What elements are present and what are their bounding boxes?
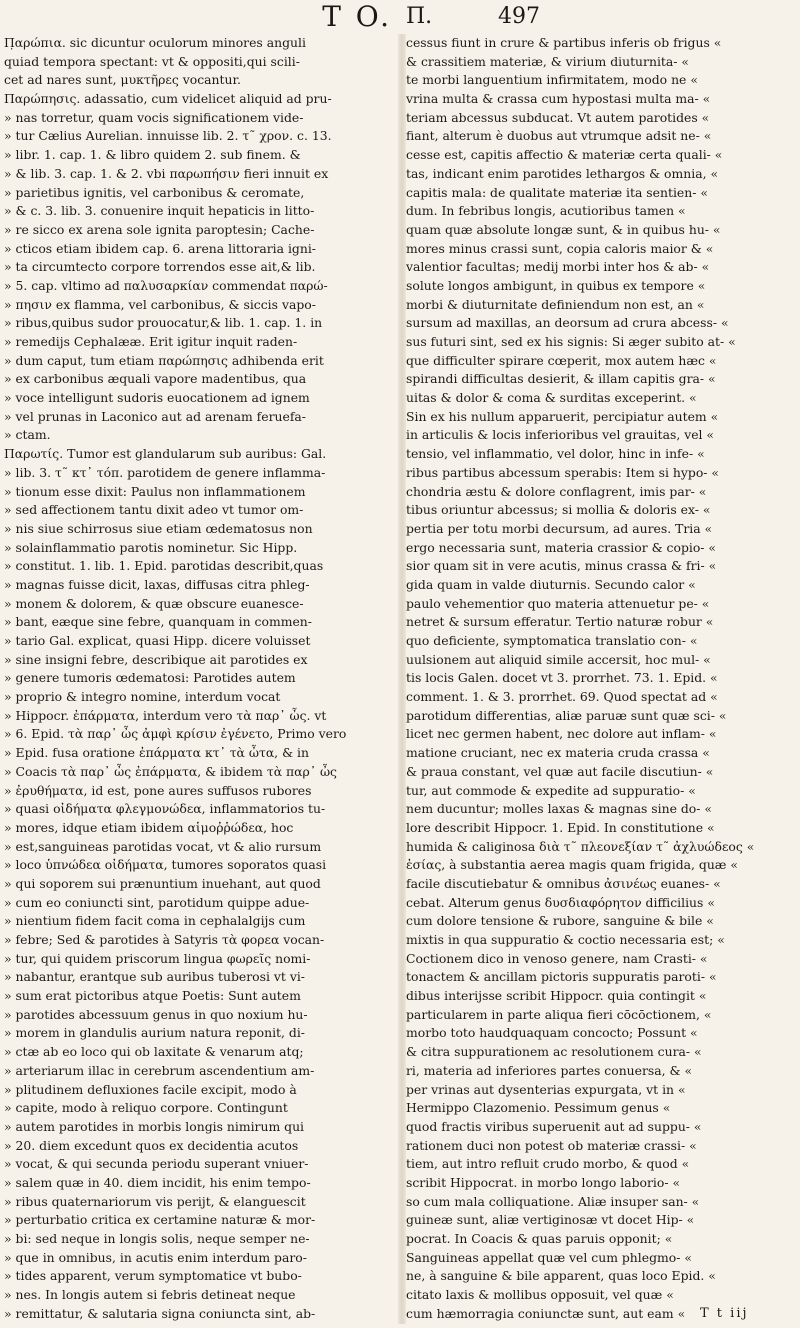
- text-line: » πησιν ex flamma, vel carbonibus, & siccis vapo-: [4, 296, 316, 312]
- text-line: » morem in glandulis aurium natura reponit, di-: [4, 1025, 305, 1041]
- text-line: so cum mala colliquatione. Aliæ insuper san- «: [406, 1193, 700, 1209]
- text-line: » parietibus ignitis, vel carbonibus & ceromate,: [4, 184, 305, 200]
- text-line: & praua constant, vel quæ aut facile discutiun- «: [406, 763, 714, 779]
- text-line: tonactem & ancillam pictoris suppuratis paroti- «: [406, 969, 717, 985]
- text-line: » salem quæ in 40. diem incidit, his enim tempo-: [4, 1174, 311, 1190]
- text-line: rationem duci non potest ob materiæ crassi- «: [406, 1137, 697, 1153]
- text-line: parotidum differentias, aliæ paruæ sunt quæ sci- «: [406, 707, 727, 723]
- text-line: » monem & dolorem, & quæ obscure euanesce-: [4, 595, 304, 611]
- text-line: » 20. diem excedunt quos ex decidentia acutos: [4, 1137, 299, 1153]
- text-line: que difficulter spirare cœperit, mox autem hæc «: [406, 352, 717, 368]
- text-line: » genere tumoris œdematosi: Parotides autem: [4, 670, 296, 686]
- running-head-letters: Π.: [406, 4, 433, 29]
- text-line: uulsionem aut aliquid simile accersit, hoc mul- «: [406, 651, 711, 667]
- text-line: » Coacis τὰ παρ᾽ ὦς ἐπάρματα, & ibidem τὰ παρ᾽ ὦς: [4, 763, 337, 779]
- text-line: dibus interijsse scribit Hippocr. quia contingit «: [406, 988, 707, 1004]
- text-line: in articulis & locis inferioribus vel grauitas, vel «: [406, 427, 715, 443]
- page-number: 497: [498, 4, 540, 29]
- text-line: facile discutiebatur & omnibus ἀσινέως euanes- «: [406, 875, 721, 891]
- text-line: » solainflammatio parotis nominetur. Sic Hipp.: [4, 539, 298, 555]
- text-line: Sanguineas appellat quæ vel cum phlegmo- «: [406, 1249, 692, 1265]
- text-line: te morbi languentium infirmitatem, modo ne «: [406, 72, 698, 88]
- text-line: » nis siue schirrosus siue etiam œdematosus non: [4, 520, 313, 536]
- text-line: » Hippocr. ἐπάρματα, interdum vero τὰ παρ᾽ ὦς. vt: [4, 707, 327, 723]
- text-line: per vrinas aut dysenterias expurgata, vt in «: [406, 1081, 686, 1097]
- text-line: cessus fiunt in crure & partibus inferis ob frigus «: [406, 35, 722, 50]
- text-line: tensio, vel inflammatio, vel dolor, hinc in infe- «: [406, 446, 705, 462]
- text-line: uitas & dolor & coma & surditas exceperint. «: [406, 390, 697, 406]
- left-text-column: [0, 34, 398, 1324]
- text-line: quod fractis viribus superuenit aut ad suppu- «: [406, 1118, 702, 1134]
- text-line: tas, indicant enim parotides lethargos & omnia, «: [406, 165, 719, 181]
- text-line: Sin ex his nullum apparuerit, percipiatur autem «: [406, 408, 719, 424]
- text-line: ribus partibus abcessum sperabis: Item si hypo- «: [406, 464, 719, 480]
- text-line: » ἐρυθήματα, id est, pone aures suffusos rubores: [4, 782, 312, 798]
- text-line: scribit Hippocrat. in morbo longo laborio- «: [406, 1174, 681, 1190]
- text-line: tiem, aut intro refluit crudo morbo, & quod «: [406, 1156, 690, 1172]
- text-line: » remedijs Cephalææ. Erit igitur inquit raden-: [4, 334, 298, 349]
- text-line: » plitudinem defluxiones facile excipit, modo à: [4, 1081, 297, 1097]
- text-line: ἐσίας, à substantia aerea magis quam frigida, quæ «: [406, 857, 738, 873]
- text-line: cesse est, capitis affectio & materiæ certa quali- «: [406, 147, 723, 163]
- text-line: » proprio & integro nomine, interdum vocat: [4, 689, 281, 705]
- text-line: » constitut. 1. lib. 1. Epid. parotidas describit,quas: [4, 558, 324, 574]
- text-line: » loco ὑπνώδεα οἰδήματα, tumores soporatos quasi: [4, 857, 327, 873]
- text-line: » ribus,quibus sudor prouocatur,& lib. 1. cap. 1. in: [4, 315, 323, 331]
- text-line: » ctam.: [4, 427, 51, 443]
- signature-mark: T t iij: [700, 1306, 749, 1321]
- text-line: morbo toto haudquaquam concocto; Possunt «: [406, 1025, 698, 1041]
- text-line: solute longos ambigunt, in quibus ex tempore «: [406, 277, 706, 293]
- text-line: » tionum esse dixit: Paulus non inflammationem: [4, 483, 306, 499]
- text-line: » cum eo coniuncti sint, parotidum quippe adue-: [4, 894, 310, 910]
- text-line: » ribus quaternariorum vis perijt, & elanguescit: [4, 1193, 306, 1209]
- text-line: » est,sanguineas parotidas vocat, vt & alio rursum: [4, 838, 322, 854]
- text-line: » cticos etiam ibidem cap. 6. arena littoraria igni-: [4, 240, 316, 256]
- text-line: sursum ad maxillas, an deorsum ad crura abcess- «: [406, 315, 729, 331]
- text-line: particularem in parte aliqua fieri cōcōctionem, «: [406, 1006, 712, 1022]
- text-line: » nabantur, erantque sub auribus tuberosi vt vi-: [4, 969, 305, 985]
- text-line: » tario Gal. explicat, quasi Hipp. dicere voluisset: [4, 633, 311, 648]
- text-line: » 5. cap. vltimo ad παλυσαρκίαν commendat παρώ-: [4, 277, 328, 293]
- text-line: nem ducuntur; molles laxas & magnas sine do- «: [406, 801, 712, 817]
- text-line: lore describit Hippocr. 1. Epid. In constitutione «: [406, 819, 715, 835]
- text-line: citato laxis & mollibus opposuit, vel quæ «: [406, 1287, 674, 1303]
- text-line: » tur Cælius Aurelian. innuisse lib. 2. τ῀ χρον. c. 13.: [4, 128, 332, 144]
- text-line: chondria æstu & dolore conflagrent, imis par- «: [406, 483, 707, 499]
- text-line: teriam abcessus subducat. Vt autem parotides «: [406, 109, 710, 125]
- right-text-column: [406, 34, 800, 1324]
- text-line: Παρωτίς. Tumor est glandularum sub auribus: Gal.: [4, 446, 327, 462]
- text-line: quiad tempora spectant: vt & oppositi,qui scili-: [4, 53, 300, 69]
- text-line: netret & sursum efferatur. Tertio naturæ robur «: [406, 614, 714, 630]
- text-line: » ex carbonibus æquali vapore madentibus, qua: [4, 371, 307, 387]
- text-line: » voce intelligunt sudoris euocationem ad ignem: [4, 390, 310, 406]
- text-line: » remittatur, & salutaria signa coniuncta sint, ab-: [4, 1305, 316, 1321]
- text-line: » bi: sed neque in longis solis, neque semper ne-: [4, 1231, 310, 1246]
- text-line: mixtis in qua suppuratio & coctio necessaria est; «: [406, 932, 725, 947]
- text-line: paulo vehementior quo materia attenuetur pe- «: [406, 595, 710, 611]
- text-line: ergo necessaria sunt, materia crassior & copio- «: [406, 539, 717, 555]
- text-line: » quasi οἰδήματα φλεγμονώδεα, inflammatorios tu-: [4, 801, 326, 817]
- text-line: » 6. Epid. τὰ παρ᾽ ὦς ἀμφὶ κρίσιν ἐγένετο, Primo vero: [4, 726, 347, 742]
- text-line: pertia per totu morbi decursum, ad aures. Tria «: [406, 520, 713, 536]
- text-line: dum. In febribus longis, acutioribus tamen «: [406, 203, 686, 219]
- running-head-left: T O.: [322, 0, 392, 33]
- text-line: » & lib. 3. cap. 1. & 2. vbi παρωπήσιν fieri innuit ex: [4, 165, 329, 181]
- text-line: sus futuri sint, sed ex his signis: Si æger subito at- «: [406, 334, 736, 349]
- text-line: & citra suppurationem ac resolutionem cura- «: [406, 1044, 702, 1060]
- text-line: mores minus crassi sunt, copia caloris maior & «: [406, 240, 714, 256]
- text-line: sior quam sit in vere acutis, minus crassa & fri- «: [406, 558, 717, 574]
- text-line: ne, à sanguine & bile apparent, quas loco Epid. «: [406, 1268, 716, 1284]
- text-line: morbi & diuturnitate definiendum non est, an «: [406, 296, 705, 312]
- text-line: » parotides abcessuum genus in quo noxium hu-: [4, 1006, 308, 1022]
- text-line: » magnas fuisse dicit, laxas, diffusas citra phleg-: [4, 576, 310, 592]
- text-line: tis locis Galen. docet vt 3. prorrhet. 73. 1. Epid. «: [406, 670, 718, 686]
- text-line: valentior facultas; medij morbi inter hos & ab- «: [406, 259, 710, 275]
- text-line: » vocat, & qui secunda periodu superant vniuer-: [4, 1156, 309, 1172]
- text-line: quam quæ absolute longæ sunt, & in quibus hu- «: [406, 221, 721, 237]
- text-line: spirandi difficultas desierit, & illam capitis gra- «: [406, 371, 716, 387]
- text-line: » bant, eæque sine febre, quanquam in commen-: [4, 614, 312, 630]
- text-line: Coctionem dico in venoso genere, nam Crasti- «: [406, 950, 708, 966]
- running-head-right: [406, 2, 800, 32]
- text-line: » dum caput, tum etiam παρώπησις adhibenda erit: [4, 352, 324, 368]
- text-line: ri, materia ad inferiores partes conuersa, & «: [406, 1062, 693, 1078]
- text-line: cet ad nares sunt, μυκτῆρες vocantur.: [4, 72, 241, 88]
- column-gutter: [398, 34, 406, 1324]
- text-line: gida quam in valde diuturnis. Secundo calor «: [406, 576, 696, 592]
- text-line: cum dolore tensione & rubore, sanguine & bile «: [406, 913, 714, 929]
- text-line: » ctæ ab eo loco qui ob laxitate & venarum atq;: [4, 1044, 304, 1060]
- text-line: » Epid. fusa oratione ἐπάρματα κτ᾽ τὰ ὦτα, & in: [4, 745, 309, 761]
- text-line: licet nec germen habent, nec dolore aut inflam- «: [406, 726, 717, 742]
- text-line: » tides apparent, verum symptomatice vt bubo-: [4, 1268, 302, 1284]
- text-line: » nientium fidem facit coma in cephalalgijs cum: [4, 913, 306, 929]
- text-line: » ta circumtecto corpore torrendos esse ait,& lib.: [4, 259, 316, 275]
- text-line: » nas torretur, quam vocis significationem vide-: [4, 109, 304, 125]
- text-line: » perturbatio critica ex certamine naturæ & mor-: [4, 1212, 316, 1228]
- text-line: » capite, modo à reliquo corpore. Contingunt: [4, 1100, 288, 1116]
- text-line: » qui soporem sui prænuntium inuehant, aut quod: [4, 875, 321, 891]
- text-line: Hermippo Clazomenio. Pessimum genus «: [406, 1100, 671, 1116]
- text-line: tibus oriuntur abcessus; si mollia & doloris ex- «: [406, 502, 711, 518]
- text-line: » febre; Sed & parotides à Satyris τὰ φορεα vocan-: [4, 932, 325, 947]
- text-line: » tur, qui quidem priscorum lingua φωρεῖς nomi-: [4, 950, 311, 966]
- text-line: matione cruciant, nec ex materia cruda crassa «: [406, 745, 710, 761]
- text-line: » re sicco ex arena sole ignita paroptesin; Cache-: [4, 221, 315, 237]
- text-line: quo deficiente, symptomatica translatio con- «: [406, 633, 698, 648]
- text-line: vrina multa & crassa cum hypostasi multa ma- «: [406, 91, 711, 107]
- text-line: » autem parotides in morbis longis nimirum qui: [4, 1118, 305, 1134]
- text-line: » vel prunas in Laconico aut ad arenam feruefa-: [4, 408, 306, 424]
- text-line: guineæ sunt, aliæ vertiginosæ vt docet Hip- «: [406, 1212, 695, 1228]
- text-line: tur, aut commode & expedite ad suppuratio- «: [406, 782, 696, 798]
- text-line: » sum erat pictoribus atque Poetis: Sunt autem: [4, 988, 301, 1004]
- text-line: Π̣αρώπια. sic dicuntur oculorum minores anguli: [4, 35, 306, 50]
- text-line: comment. 1. & 3. prorrhet. 69. Quod spectat ad «: [406, 689, 718, 705]
- text-line: » lib. 3. τ῀ κτ᾽ τόπ. parotidem de genere inflamma-: [4, 464, 326, 480]
- text-line: » libr. 1. cap. 1. & libro quidem 2. sub finem. &: [4, 147, 301, 163]
- text-line: cum hæmorragia coniunctæ sunt, aut eam «: [406, 1305, 686, 1321]
- text-line: » nes. In longis autem si febris detineat neque: [4, 1287, 296, 1303]
- text-line: » que in omnibus, in acutis enim interdum paro-: [4, 1249, 307, 1265]
- text-line: » mores, idque etiam ibidem αἱμοῤῥώδεα, hoc: [4, 819, 294, 835]
- text-line: » & c. 3. lib. 3. conuenire inquit hepaticis in litto-: [4, 203, 315, 219]
- text-line: » sine insigni febre, describique ait parotides ex: [4, 651, 308, 667]
- text-line: cebat. Alterum genus δυσδιαφόρητον difficilius «: [406, 894, 715, 910]
- text-line: capitis mala: de qualitate materiæ ita sentien- «: [406, 184, 708, 200]
- text-line: » arteriarum illac in cerebrum ascendentium am-: [4, 1062, 315, 1078]
- text-line: humida & caliginosa διὰ τ῀ πλεονεξίαν τ῀ ἀχλυώδεος «: [406, 838, 755, 854]
- text-line: fiant, alterum è duobus aut vtrumque adsit ne- «: [406, 128, 712, 144]
- text-line: Παρώπησις. adassatio, cum videlicet aliquid ad pru-: [4, 91, 332, 107]
- text-line: & crassitiem materiæ, & virium diuturnita- «: [406, 53, 689, 69]
- text-line: pocrat. In Coacis & quas paruis opponit; «: [406, 1231, 673, 1246]
- text-line: » sed affectionem tantu dixit adeo vt tumor om-: [4, 502, 304, 518]
